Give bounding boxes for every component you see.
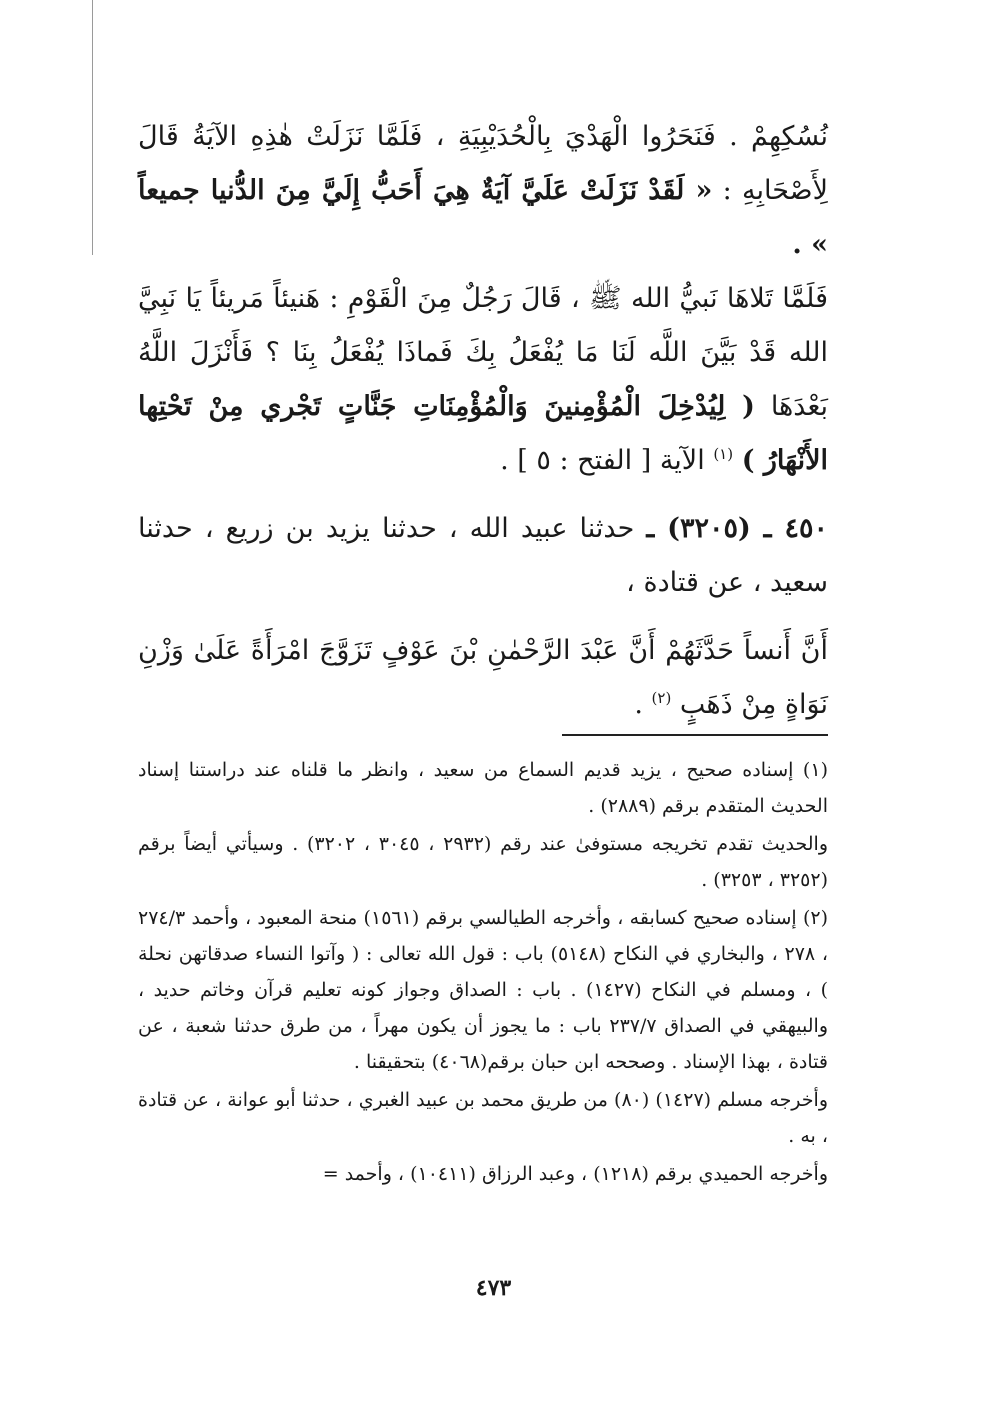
paragraph-4-end: . bbox=[634, 689, 643, 720]
footnote-1: (١) إسناده صحيح ، يزيد قديم السماع من سعيد ، وانظر ما قلناه عند دراستنا إسناد الحديث المتقدم برقم (٢٨٨٩) . bbox=[138, 759, 828, 817]
paragraph-3-isnad bbox=[138, 502, 828, 610]
paragraph-1-hadith-quote: « لَقَدْ نَزَلَتْ عَلَيَّ آيَةٌ هِيَ أَحَبُّ إِلَيَّ مِنَ الدُّنيا جميعاً » . bbox=[138, 175, 828, 260]
hadith-number: ٤٥٠ ـ (٣٢٠٥) ـ bbox=[646, 513, 828, 544]
paragraph-2-end: الآية [ الفتح : ٥ ] . bbox=[500, 445, 705, 476]
paragraph-1 bbox=[138, 110, 828, 272]
footnote-ref-1: (١) bbox=[713, 445, 734, 463]
footnote-2-continued: وأخرجه مسلم (١٤٢٧) (٨٠) من طريق محمد بن عبيد الغبري ، حدثنا أبو عوانة ، عن قتادة ، به . bbox=[138, 1089, 828, 1147]
paragraph-2-text: فَلَمَّا تَلاهَا نَبيُّ الله ﷺ ، قَالَ رَجُلٌ مِنَ الْقَوْمِ : هَنيئاً مَريئاً يَا نَبِيَّ الله قَدْ بَيَّنَ اللَّه لَنَا مَا يُفْعَلُ بِكَ فَماذَا يُفْعَلُ بِنَا ؟ فَأَنْزَلَ اللَّهُ بَعْدَهَا bbox=[138, 283, 828, 422]
paragraph-2 bbox=[138, 272, 828, 488]
footnotes bbox=[138, 752, 828, 1194]
footnote-1-continued: والحديث تقدم تخريجه مستوفىٰ عند رقم (٢٩٣٢ ، ٣٠٤٥ ، ٣٢٠٢) . وسيأتي أيضاً برقم (٣٢٥٢ ، ٣٢٥٣) . bbox=[138, 833, 829, 891]
main-text bbox=[138, 110, 828, 732]
paragraph-4-text: أَنَّ أَنساً حَدَّثَهُمْ أَنَّ عَبْدَ الرَّحْمٰنِ بْنَ عَوْفٍ تَزَوَّجَ امْرَأَةً عَلَىٰ وَزْنِ نَوَاةٍ مِنْ ذَهَبٍ bbox=[138, 635, 828, 720]
page-number: ٤٧٣ bbox=[475, 1275, 512, 1301]
paragraph-2-quran-verse: ( لِيُدْخِلَ الْمُؤْمِنينَ وَالْمُؤْمِنَاتِ جَنَّاتٍ تَجْري مِنْ تَحْتِها الأَنْهَارُ ) bbox=[138, 391, 828, 476]
footnote-separator bbox=[562, 734, 828, 736]
paragraph-3-text: حدثنا عبيد الله ، حدثنا يزيد بن زريع ، حدثنا سعيد ، عن قتادة ، bbox=[138, 513, 828, 598]
paragraph-1-text: نُسُكِهِمْ . فَنَحَرُوا الْهَدْيَ بِالْحُدَيْبِيَةِ ، فَلَمَّا نَزَلَتْ هٰذِهِ الآيَةُ قَالَ لِأَصْحَابِهِ : bbox=[138, 121, 828, 206]
footnote-2: (٢) إسناده صحيح كسابقه ، وأخرجه الطيالسي برقم (١٥٦١) منحة المعبود ، وأحمد ٢٧٤/٣ ، ٢٧٨ ، والبخاري في النكاح (٥١٤٨) باب : قول الله تعالى : ( وآتوا النساء صدقاتهن نحلة ) ، ومسلم في النكاح (١٤٢٧) . باب : الصداق وجواز كونه تعليم قرآن وخاتم حديد ، والبيهقي في الصداق ٢٣٧/٧ باب : ما يجوز أن يكون مهراً ، من طرق حدثنا شعبة ، عن قتادة ، بهذا الإسناد . وصححه ابن حبان برقم(٤٠٦٨) بتحقيقنا . bbox=[138, 907, 829, 1073]
page-edge-line bbox=[92, 0, 93, 255]
footnote-ref-2: (٢) bbox=[651, 689, 672, 707]
footnote-2-continued-2: وأخرجه الحميدي برقم (١٢١٨) ، وعبد الرزاق (١٠٤١١) ، وأحمد = bbox=[322, 1163, 828, 1185]
paragraph-4-matn bbox=[138, 624, 828, 732]
